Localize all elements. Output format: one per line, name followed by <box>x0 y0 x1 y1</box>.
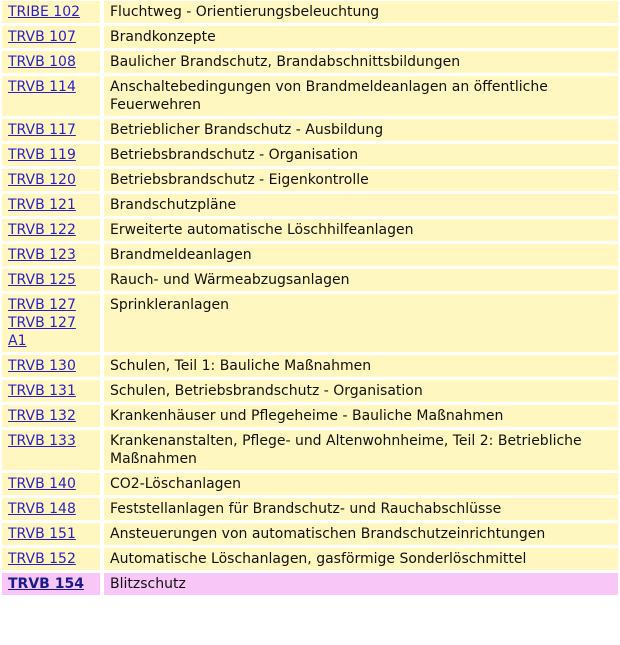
regulation-code-link[interactable] <box>8 550 94 568</box>
regulation-code-text: TRVB 131 <box>8 383 76 399</box>
regulation-code-link[interactable] <box>8 246 94 264</box>
regulation-title: Anschaltebedingungen von Brandmeldeanlagen an öffentliche Feuerwehren <box>100 76 618 116</box>
regulation-code-link[interactable] <box>8 525 94 543</box>
regulation-code-link[interactable] <box>8 28 94 46</box>
regulation-code-cell <box>2 380 100 402</box>
regulation-code-cell <box>2 1 100 23</box>
regulation-title: Erweiterte automatische Löschhilfeanlagen <box>100 219 618 241</box>
regulation-code-cell <box>2 119 100 141</box>
regulation-code-link[interactable] <box>8 3 94 21</box>
regulation-code-text: TRVB 140 <box>8 476 76 492</box>
regulation-code-text: TRVB 132 <box>8 408 76 424</box>
regulation-title: Brandschutzpläne <box>100 194 618 216</box>
table-row <box>2 498 618 520</box>
regulation-code-link[interactable] <box>8 575 94 593</box>
regulation-title: Krankenhäuser und Pflegeheime - Bauliche Maßnahmen <box>100 405 618 427</box>
table-row <box>2 219 618 241</box>
regulation-title: Schulen, Teil 1: Bauliche Maßnahmen <box>100 355 618 377</box>
regulation-code-link[interactable] <box>8 432 94 450</box>
regulation-code-text: TRVB 130 <box>8 358 76 374</box>
table-row <box>2 430 618 470</box>
table-row <box>2 380 618 402</box>
table-row <box>2 119 618 141</box>
regulation-code-cell <box>2 269 100 291</box>
regulation-code-link[interactable] <box>8 121 94 139</box>
regulation-code-cell <box>2 573 100 595</box>
regulation-title: Betriebsbrandschutz - Eigenkontrolle <box>100 169 618 191</box>
regulation-title: Betriebsbrandschutz - Organisation <box>100 144 618 166</box>
table-row <box>2 473 618 495</box>
regulation-title: Automatische Löschanlagen, gasförmige Sonderlöschmittel <box>100 548 618 570</box>
table-row <box>2 244 618 266</box>
regulation-code-text: TRVB 117 <box>8 122 76 138</box>
regulation-title: Ansteuerungen von automatischen Brandschutzeinrichtungen <box>100 523 618 545</box>
regulation-code-link[interactable] <box>8 500 94 518</box>
regulation-code-cell <box>2 144 100 166</box>
regulation-code-text: TRVB 123 <box>8 247 76 263</box>
regulation-title: Fluchtweg - Orientierungsbeleuchtung <box>100 1 618 23</box>
regulation-code-cell <box>2 405 100 427</box>
regulation-code-text: TRVB 154 <box>8 576 84 592</box>
regulation-code-text: TRVB 108 <box>8 54 76 70</box>
regulation-code-link[interactable] <box>8 53 94 71</box>
regulation-code-cell <box>2 76 100 116</box>
regulation-title: Betrieblicher Brandschutz - Ausbildung <box>100 119 618 141</box>
regulation-code-cell <box>2 430 100 470</box>
regulation-code-text: TRIBE 102 <box>8 4 81 20</box>
table-row <box>2 1 618 23</box>
regulation-code-cell <box>2 473 100 495</box>
regulation-code-link[interactable] <box>8 196 94 214</box>
regulation-code-text: TRVB 133 <box>8 433 76 449</box>
regulation-code-text: TRVB 122 <box>8 222 76 238</box>
regulation-code-link[interactable] <box>8 146 94 164</box>
regulation-code-text: TRVB 127 <box>8 297 76 313</box>
table-row <box>2 51 618 73</box>
regulation-code-text: TRVB 114 <box>8 79 76 95</box>
regulation-code-text: TRVB 120 <box>8 172 76 188</box>
regulation-code-cell <box>2 244 100 266</box>
table-row <box>2 355 618 377</box>
table-row <box>2 405 618 427</box>
regulation-code-text: TRVB 127 <box>8 315 76 331</box>
table-row <box>2 573 618 595</box>
regulation-title: CO2-Löschanlagen <box>100 473 618 495</box>
regulation-code-link[interactable] <box>8 221 94 239</box>
regulation-code-link[interactable] <box>8 407 94 425</box>
regulation-code-cell <box>2 355 100 377</box>
table-row <box>2 76 618 116</box>
regulation-code-link[interactable] <box>8 171 94 189</box>
table-row <box>2 548 618 570</box>
regulation-title: Brandmeldeanlagen <box>100 244 618 266</box>
regulation-title: Schulen, Betriebsbrandschutz - Organisation <box>100 380 618 402</box>
regulations-table <box>2 0 618 598</box>
regulation-code-text: A1 <box>8 333 27 349</box>
regulation-title: Baulicher Brandschutz, Brandabschnittsbildungen <box>100 51 618 73</box>
regulation-code-text: TRVB 125 <box>8 272 76 288</box>
table-row <box>2 144 618 166</box>
regulation-code-text: TRVB 121 <box>8 197 76 213</box>
regulation-code-link[interactable] <box>8 296 94 350</box>
regulation-code-text: TRVB 119 <box>8 147 76 163</box>
table-row <box>2 26 618 48</box>
table-row <box>2 269 618 291</box>
regulation-code-link[interactable] <box>8 78 94 96</box>
regulation-code-cell <box>2 194 100 216</box>
regulations-table-body <box>2 1 618 595</box>
regulation-code-cell <box>2 26 100 48</box>
regulation-code-cell <box>2 219 100 241</box>
regulation-title: Rauch- und Wärmeabzugsanlagen <box>100 269 618 291</box>
table-row <box>2 169 618 191</box>
regulation-title: Feststellanlagen für Brandschutz- und Rauchabschlüsse <box>100 498 618 520</box>
regulation-title: Brandkonzepte <box>100 26 618 48</box>
regulation-code-text: TRVB 152 <box>8 551 76 567</box>
table-row <box>2 523 618 545</box>
table-row <box>2 194 618 216</box>
regulation-code-link[interactable] <box>8 382 94 400</box>
regulation-title: Sprinkleranlagen <box>100 294 618 352</box>
regulation-code-text: TRVB 107 <box>8 29 76 45</box>
table-row <box>2 294 618 352</box>
regulation-code-cell <box>2 51 100 73</box>
regulation-code-cell <box>2 294 100 352</box>
regulation-code-cell <box>2 548 100 570</box>
regulation-code-text: TRVB 151 <box>8 526 76 542</box>
regulation-code-cell <box>2 498 100 520</box>
regulation-code-cell <box>2 169 100 191</box>
regulation-code-text: TRVB 148 <box>8 501 76 517</box>
regulation-title: Blitzschutz <box>100 573 618 595</box>
regulation-code-cell <box>2 523 100 545</box>
regulation-code-link[interactable] <box>8 271 94 289</box>
regulation-code-link[interactable] <box>8 475 94 493</box>
regulation-code-link[interactable] <box>8 357 94 375</box>
regulation-title: Krankenanstalten, Pflege- und Altenwohnheime, Teil 2: Betriebliche Maßnahmen <box>100 430 618 470</box>
